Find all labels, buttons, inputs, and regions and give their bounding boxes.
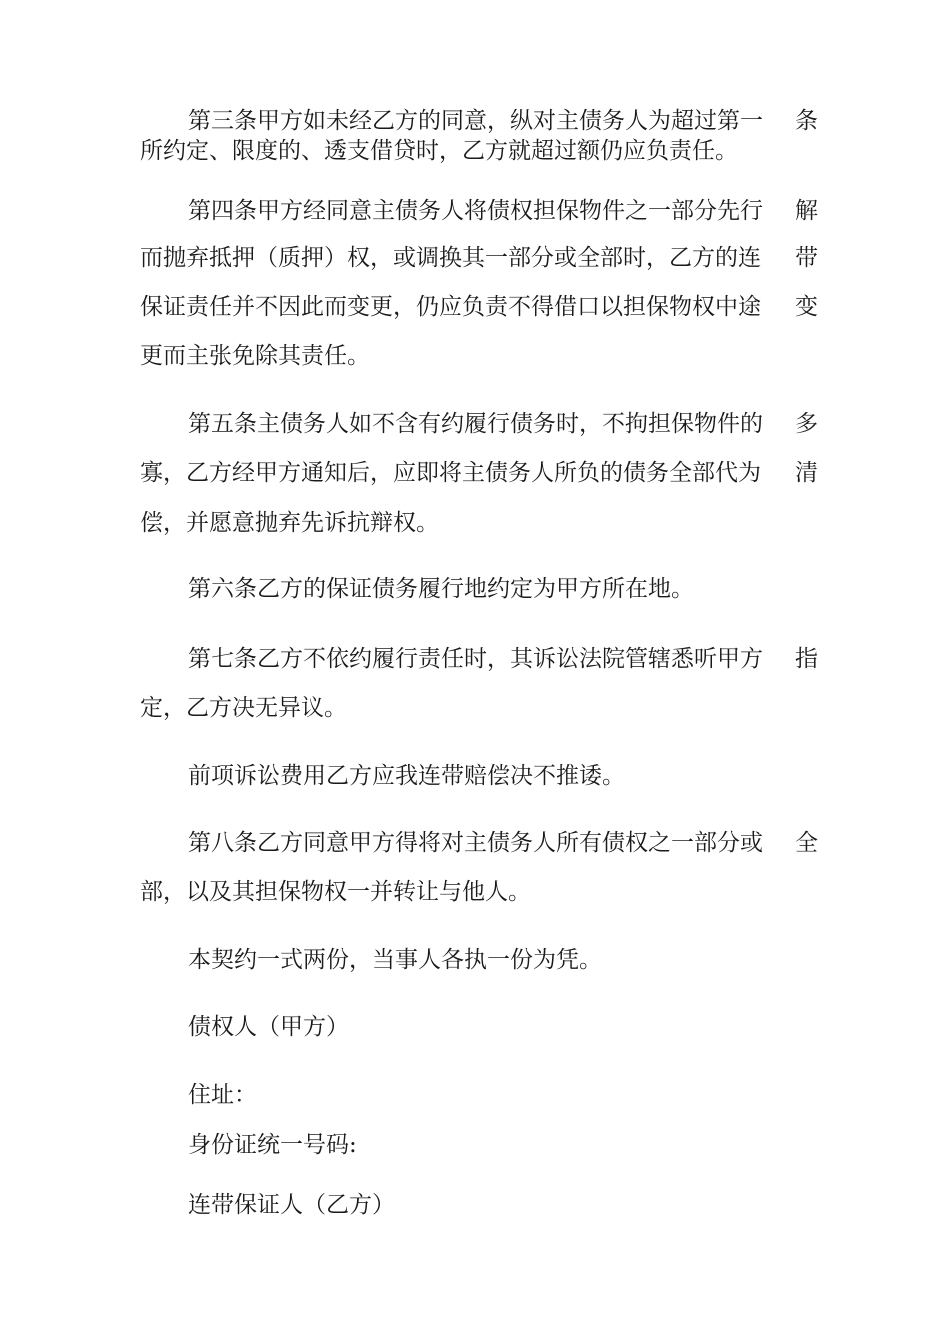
creditor-label: 债权人（甲方） [188, 1014, 349, 1040]
id-number-label: 身份证统一号码: [188, 1132, 357, 1158]
article-7-line-1: 第七条乙方不依约履行责任时，其诉讼法院管辖悉听甲方 [188, 646, 763, 672]
article-4-line-1: 第四条甲方经同意主债务人将债权担保物件之一部分先行 [188, 198, 763, 224]
article-4-line-2-tail: 带 [795, 245, 818, 271]
article-5-line-1: 第五条主债务人如不含有约履行债务时，不拘担保物件的 [188, 411, 763, 437]
article-4-line-3-tail: 变 [795, 294, 818, 320]
article-8-line-2: 部，以及其担保物权一并转让与他人。 [140, 879, 531, 905]
guarantor-label: 连带保证人（乙方） [188, 1192, 395, 1218]
article-5-line-2-tail: 清 [795, 460, 818, 486]
article-3-line-1: 第三条甲方如未经乙方的同意，纵对主债务人为超过第一 [188, 108, 763, 134]
article-5-line-2: 寡，乙方经甲方通知后，应即将主债务人所负的债务全部代为 [140, 460, 761, 486]
article-6-line-1: 第六条乙方的保证债务履行地约定为甲方所在地。 [188, 576, 694, 602]
article-4-line-2: 而抛弃抵押（质押）权，或调换其一部分或全部时，乙方的连 [140, 245, 761, 271]
article-5-line-1-tail: 多 [795, 411, 818, 437]
copies-line: 本契约一式两份，当事人各执一份为凭。 [188, 947, 602, 973]
article-4-line-3: 保证责任并不因此而变更，仍应负责不得借口以担保物权中途 [140, 294, 761, 320]
article-3-line-2: 所约定、限度的、透支借贷时，乙方就超过额仍应负责任。 [140, 138, 738, 164]
article-4-line-1-tail: 解 [795, 198, 818, 224]
article-5-line-3: 偿，并愿意抛弃先诉抗辩权。 [140, 510, 439, 536]
litigation-costs-line: 前项诉讼费用乙方应我连带赔偿决不推诿。 [188, 763, 625, 789]
article-8-line-1-tail: 全 [795, 830, 818, 856]
article-4-line-4: 更而主张免除其责任。 [140, 343, 370, 369]
address-label: 住址： [188, 1082, 257, 1108]
article-3-line-1-tail: 条 [795, 108, 818, 134]
article-8-line-1: 第八条乙方同意甲方得将对主债务人所有债权之一部分或 [188, 830, 763, 856]
article-7-line-2: 定，乙方决无异议。 [140, 695, 347, 721]
article-7-line-1-tail: 指 [795, 646, 818, 672]
